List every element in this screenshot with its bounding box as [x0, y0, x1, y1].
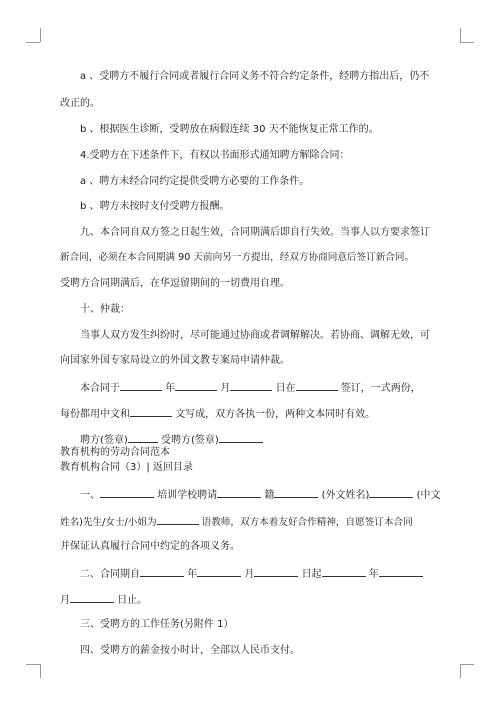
blank-field	[217, 487, 261, 498]
blank-field	[230, 380, 272, 391]
blank-field	[70, 592, 114, 603]
text-line: b 、聘方未按时支付受聘方报酬。	[80, 201, 230, 212]
text-line: 受聘方合同期满后，在华逗留期间的一切费用自理。	[60, 278, 290, 289]
contract-period-line: 月 日止。	[60, 592, 450, 608]
blank-field	[379, 566, 423, 577]
text-line: b 、根据医生诊断，受聘放在病假连续 30 天不能恢复正常工作的。	[80, 124, 379, 135]
text-line: 三、受聘方的工作任务(另附件 1）	[80, 619, 234, 630]
crop-mark-bottom-left-h	[26, 664, 40, 665]
text-line: 四、受聘方的薪金按小时计，全部以人民币支付。	[80, 645, 300, 656]
crop-mark-top-left-h	[26, 42, 40, 43]
section-heading: 十、仲裁：	[80, 304, 130, 315]
blank-field	[369, 487, 413, 498]
blank-field	[128, 432, 158, 443]
blank-field	[157, 514, 199, 525]
text-line: 新合同，必须在本合同期满 90 天前向另一方提出，经双方协商同意后签订新合同。	[60, 252, 415, 263]
crop-mark-bottom-left	[40, 664, 41, 678]
crop-mark-top-right	[460, 28, 461, 42]
party-line: 姓名)先生/女士/小姐为 语教师，双方本着友好合作精神，自愿签订本合同	[60, 514, 450, 530]
blank-field	[120, 380, 162, 391]
text-line: 并保证认真履行合同中约定的各项义务。	[60, 541, 240, 552]
language-line: 每份都用中文和 文写成，双方各执一份，两种文本同时有效。	[60, 406, 450, 422]
blank-field	[322, 566, 366, 577]
text-line: 九、本合同自双方签之日起生效，合同期满后即自行失效。当事人以方要求签订	[80, 227, 430, 238]
blank-field	[130, 406, 172, 417]
text-line: 改正的。	[60, 98, 100, 109]
contract-period-line: 二、合同期自 年 月 日起 年	[80, 566, 450, 582]
crop-mark-top-left	[40, 28, 41, 42]
blank-field	[175, 380, 217, 391]
text-line: 当事人双方发生纠纷时，尽可能通过协商或者调解解决。若协商、调解无效，可	[80, 330, 430, 341]
blank-field	[197, 566, 241, 577]
text-line: 向国家外国专家局设立的外国文教专案局申请仲裁。	[60, 355, 290, 366]
text-line: 4.受聘方在下述条件下，有权以书面形式通知聘方解除合同：	[80, 150, 350, 161]
signature-line: 聘方(签章) 受聘方(签章)	[80, 432, 450, 448]
blank-field	[254, 566, 298, 577]
crop-mark-bottom-right-h	[460, 664, 474, 665]
blank-field	[274, 487, 318, 498]
text-line: a 、受聘方不履行合同或者履行合同义务不符合约定条件，经聘方指出后，仍不	[80, 71, 430, 82]
crop-mark-bottom-right	[460, 664, 461, 678]
party-line: 一、 培训学校聘请 籍 (外文姓名) (中文	[80, 487, 450, 503]
date-place-line: 本合同于 年 月 日在 签订，一式两份，	[80, 380, 450, 396]
document-subtitle: 教育机构合同（3）| 返回目录	[60, 462, 193, 473]
document-title: 教育机构的劳动合同范本	[60, 447, 170, 458]
blank-field	[296, 380, 338, 391]
crop-mark-top-right-h	[460, 42, 474, 43]
blank-field	[100, 487, 154, 498]
blank-field	[219, 432, 263, 443]
blank-field	[140, 566, 184, 577]
text-line: a 、聘方未经合同约定提供受聘方必要的工作条件。	[80, 176, 310, 187]
